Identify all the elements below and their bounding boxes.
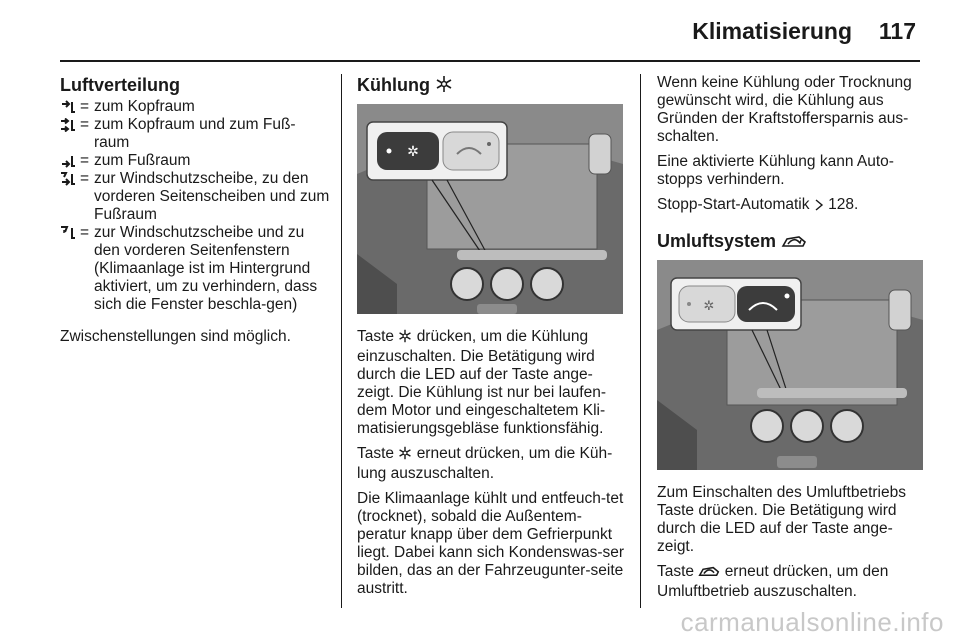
list-item <box>60 224 330 314</box>
column-recirculation <box>657 74 922 608</box>
list-item-text: zur Windschutzscheibe und zu den vorderen Seitenfenstern (Klimaanlage ist im Hintergrund aktiviert, um zu verhindern, dass sich die Fenster beschla-gen) <box>94 224 318 313</box>
equals-sign: = <box>80 224 90 241</box>
paragraph: Wenn keine Kühlung oder Trocknung gewünscht wird, die Kühlung aus Gründen der Kraftstoffersparnis aus-schalten. <box>657 74 912 145</box>
list-item-text: zum Kopfraum und zum Fuß-raum <box>94 116 296 151</box>
equals-sign: = <box>80 152 90 169</box>
header-divider <box>60 60 920 62</box>
paragraph-text: Taste <box>657 563 695 580</box>
airflow-head-feet-icon <box>60 116 80 134</box>
paragraph-text: Taste <box>357 328 395 345</box>
airflow-windshield-feet-icon <box>60 170 80 188</box>
snowflake-icon <box>398 446 412 465</box>
svg-text:✲: ✲ <box>703 299 715 314</box>
paragraph: Zum Einschalten des Umluftbetriebs Taste drücken. Die Betätigung wird durch die LED auf der Taste ange-zeigt. <box>657 484 906 555</box>
paragraph <box>657 563 922 601</box>
airflow-head-icon <box>60 98 80 116</box>
section-heading-luftverteilung: Luftverteilung <box>60 75 180 95</box>
paragraph <box>357 328 625 438</box>
page-reference: 128. <box>828 196 859 213</box>
list-item <box>60 98 330 116</box>
section-heading-text: Kühlung <box>357 75 430 95</box>
snowflake-icon <box>398 329 412 348</box>
paragraph-text: Stopp-Start-Automatik <box>657 196 810 213</box>
page-footer <box>0 607 960 642</box>
section-heading-text: Umluftsystem <box>657 231 777 251</box>
column-air-distribution <box>60 74 330 353</box>
list-item <box>60 152 330 170</box>
list-item-text: zum Fußraum <box>94 152 191 169</box>
equals-sign: = <box>80 116 90 133</box>
list-item <box>60 170 330 224</box>
page-reference-icon <box>814 198 824 216</box>
recirculation-icon <box>698 564 720 583</box>
column-divider <box>640 74 641 608</box>
svg-text:✲: ✲ <box>407 144 419 160</box>
list-item-text: zur Windschutzscheibe, zu den vorderen Seitenscheiben und zum Fußraum <box>94 170 330 223</box>
paragraph-text: erneut drücken, um den Umluftbetrieb auszuschalten. <box>657 563 889 600</box>
recirculation-button-figure <box>657 260 923 470</box>
column-cooling <box>357 74 625 605</box>
section-heading-kuehlung <box>357 74 625 98</box>
list-item <box>60 116 330 152</box>
ac-button-figure <box>357 104 623 314</box>
paragraph-text: erneut drücken, um die Küh-lung auszuschalten. <box>357 445 613 482</box>
paragraph-text: Taste <box>357 445 395 462</box>
equals-sign: = <box>80 170 90 187</box>
column-divider <box>341 74 342 608</box>
list-item-text: zum Kopfraum <box>94 98 195 115</box>
paragraph <box>357 445 625 483</box>
page-header <box>0 0 960 62</box>
section-heading-umluftsystem <box>657 230 922 254</box>
equals-sign: = <box>80 98 90 115</box>
page-number: 117 <box>878 18 916 44</box>
snowflake-icon <box>435 75 453 98</box>
airflow-windshield-icon <box>60 224 80 242</box>
paragraph: Eine aktivierte Kühlung kann Auto-stopps verhindern. <box>657 153 894 188</box>
paragraph-text: drücken, um die Kühlung einzuschalten. Die Betätigung wird durch die LED auf der Taste ange-zeigt. Die Kühlung ist nur bei laufen-dem Motor und eingeschaltetem Kli-matisierungsgebläse funktionsfähig. <box>357 328 607 437</box>
watermark: carmanualsonline.info <box>680 607 944 637</box>
paragraph: Zwischenstellungen sind möglich. <box>60 328 291 345</box>
paragraph: Die Klimaanlage kühlt und entfeuch-tet (trocknet), sobald die Außentem-peratur knapp über dem Gefrierpunkt liegt. Dabei kann sich Kondenswas-ser bilden, das an der Fahrzeugunter-seite austritt. <box>357 490 625 597</box>
paragraph <box>657 196 922 216</box>
recirculation-icon <box>781 232 807 254</box>
airflow-feet-icon <box>60 152 80 170</box>
page-title: Klimatisierung <box>692 18 852 44</box>
